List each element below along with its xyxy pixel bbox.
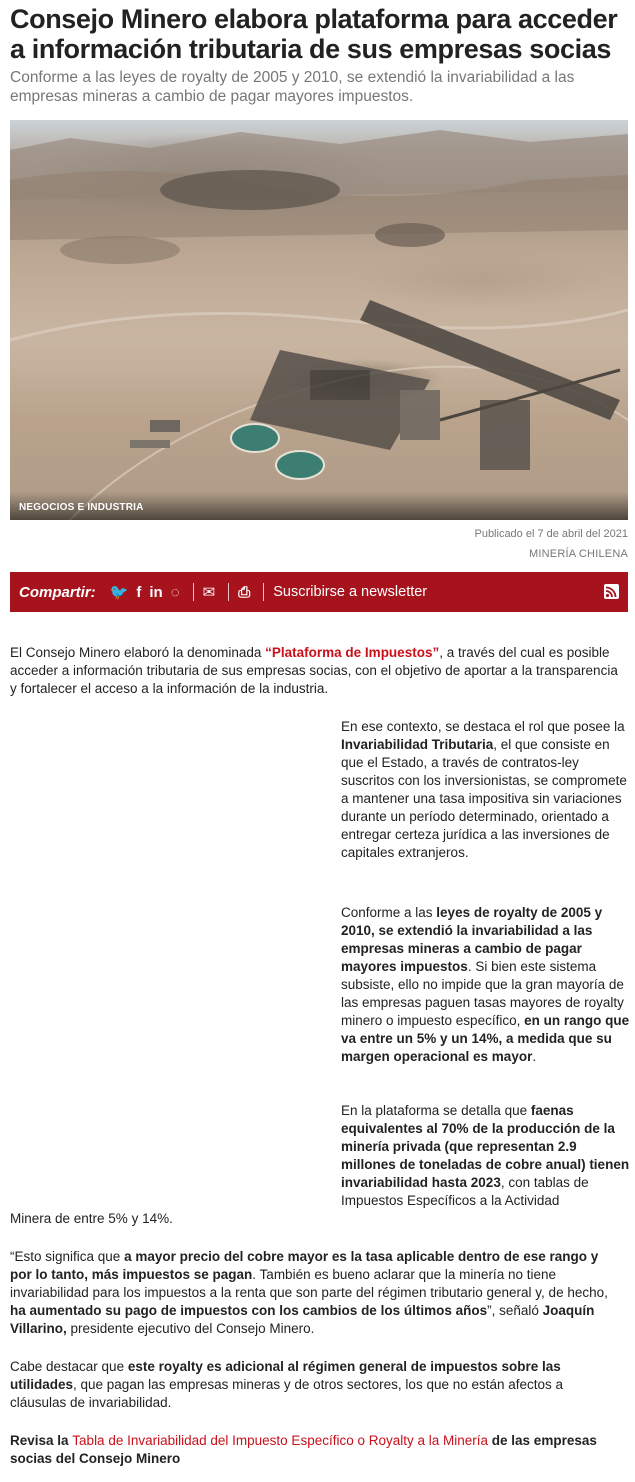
bold-text: a mayor precio del cobre mayor es la tasa aplicable dentro de ese rango y por lo tanto, más impuestos se pagan: [10, 1249, 599, 1282]
facebook-icon[interactable]: f: [136, 583, 142, 601]
text: Cabe destacar que: [10, 1359, 128, 1374]
hero-image: [10, 120, 628, 520]
article-title: Consejo Minero elabora plataforma para acceder a información tributaria de sus empresas socias: [10, 4, 618, 64]
text: En ese contexto, se destaca el rol que posee la: [341, 719, 625, 734]
bold-text: de las empresas socias del Consejo Minero: [10, 1433, 597, 1466]
text: . Si bien este sistema subsiste, ello no impide que la gran mayoría de las empresas paguen tasas mayores de royalty minero o impuesto específico,: [341, 959, 624, 1028]
highlight-platform: “Plataforma de Impuestos”: [265, 645, 440, 660]
source-label: MINERÍA CHILENA: [529, 548, 628, 560]
text: . También es bueno aclarar que la minería no tiene invariabilidad para los impuestos a la renta que son parte del régimen tributario general y, de hecho,: [10, 1267, 608, 1300]
text: “Esto significa que: [10, 1249, 125, 1264]
bold-text: faenas equivalentes al 70% de la producción de la minería privada (que representan 2.9 millones de toneladas de cobre anual) tienen invariabilidad hasta 2023: [341, 1103, 630, 1190]
article-container: [10, 0, 630, 1466]
text: , que pagan las empresas mineras y de otros sectores, los que no están afectos a cláusulas de invariabilidad.: [10, 1377, 564, 1410]
newsletter-link[interactable]: Suscribirse a newsletter: [273, 584, 428, 600]
paragraph-review: [10, 1432, 622, 1468]
paragraph-invariability: [341, 718, 630, 862]
paragraph-additional: [10, 1358, 622, 1412]
invariability-table-link[interactable]: Tabla de Invariabilidad del Impuesto Específico o Royalty a la Minería: [72, 1433, 489, 1448]
paragraph-quote: [10, 1248, 622, 1338]
text: presidente ejecutivo del Consejo Minero.: [66, 1321, 315, 1336]
person-name: Joaquín Villarino,: [10, 1303, 595, 1336]
rss-icon[interactable]: [604, 584, 619, 599]
paragraph-royalty: [341, 904, 630, 1066]
paragraph-intro: [10, 644, 620, 698]
article-subtitle: Conforme a las leyes de royalty de 2005 y 2010, se extendió la invariabilidad a las empresas mineras a cambio de pagar mayores impuestos.: [10, 69, 575, 105]
paragraph-platform-detail-tail: Minera de entre 5% y 14%.: [10, 1211, 173, 1226]
publish-date: Publicado el 7 de abril del 2021: [474, 528, 628, 540]
text: El Consejo Minero elaboró la denominada: [10, 645, 266, 660]
text: , el que consiste en que el Estado, a través de contratos-ley suscritos con los inversionistas, se compromete a mantener una tasa impositiva sin variaciones durante un período determinado, orientado a entregar certeza jurídica a las inversiones de capitales extranjeros.: [341, 737, 627, 860]
bold-text: Revisa la: [10, 1433, 73, 1448]
email-icon[interactable]: ✉: [202, 584, 216, 601]
paragraph-platform-detail: [341, 1102, 630, 1210]
divider: [193, 583, 194, 601]
text: .: [532, 1049, 537, 1064]
text: , con tablas de Impuestos Específicos a la Actividad: [341, 1175, 589, 1208]
bold-text: leyes de royalty de 2005 y 2010, se extendió la invariabilidad a las empresas mineras a cambio de pagar mayores impuestos: [341, 905, 603, 974]
category-tag[interactable]: [10, 492, 628, 520]
text: ”, señaló: [487, 1303, 543, 1318]
share-bar: [10, 572, 628, 612]
text: , a través del cual es posible acceder a información tributaria de sus empresas socias, con el objetivo de aportar a la transparencia y fortalecer el acceso a la información de la industria.: [10, 645, 618, 696]
category-tag-label[interactable]: NEGOCIOS E INDUSTRIA: [19, 502, 144, 513]
mine-aerial-illustration: [10, 120, 628, 520]
text: En la plataforma se detalla que: [341, 1103, 531, 1118]
bold-text: Invariabilidad Tributaria: [341, 737, 494, 752]
bold-text: este royalty es adicional al régimen general de impuestos sobre las utilidades: [10, 1359, 561, 1392]
bold-text: ha aumentado su pago de impuestos con los cambios de los últimos años: [10, 1303, 488, 1318]
linkedin-icon[interactable]: in: [149, 583, 163, 601]
print-icon[interactable]: ⎙: [238, 583, 251, 601]
share-label: Compartir:: [19, 583, 96, 601]
bold-text: en un rango que va entre un 5% y un 14%, a medida que su margen operacional es mayor: [341, 1013, 630, 1064]
divider: [228, 583, 229, 601]
text: Conforme a las: [341, 905, 437, 920]
twitter-icon[interactable]: 🐦: [109, 584, 129, 601]
divider: [263, 583, 264, 601]
whatsapp-icon[interactable]: ◌: [170, 583, 180, 601]
